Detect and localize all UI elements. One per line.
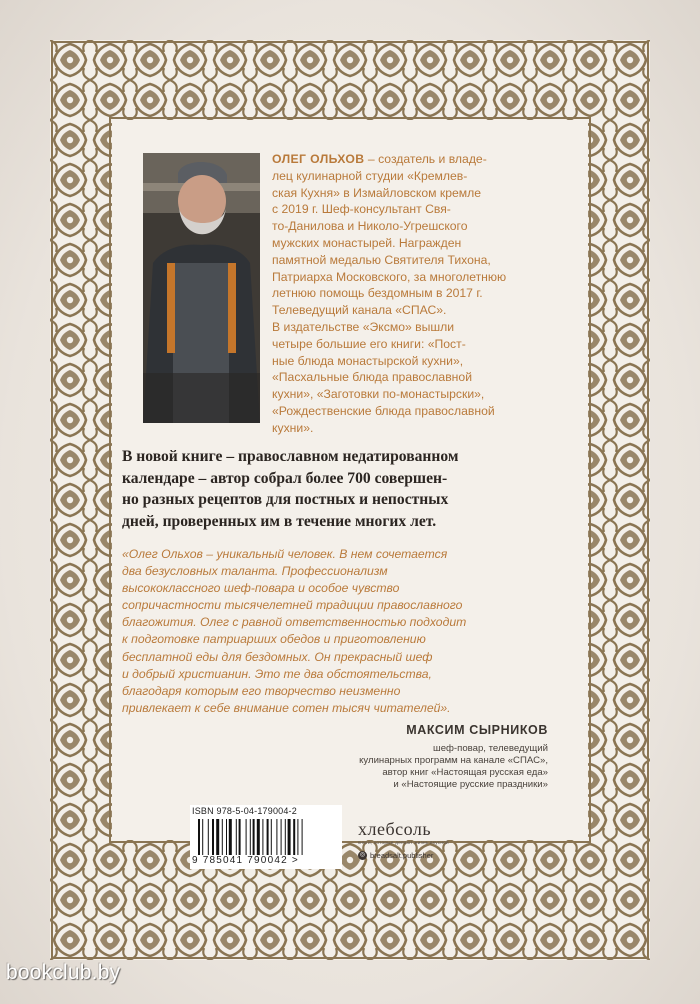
bio-line: ные блюда монастырской кухни», bbox=[272, 353, 464, 368]
quote-line: к подготовке патриарших обедов и приготовлению bbox=[122, 632, 426, 647]
bio-line: «Рождественские блюда православной bbox=[272, 403, 495, 418]
bio-line: то-Данилова и Николо-Угрешского bbox=[272, 219, 468, 234]
quote-line: привлекает к себе внимание сотен тысяч читателей». bbox=[122, 700, 451, 715]
bio-line: «Пасхальные блюда православной bbox=[272, 370, 472, 385]
chef-portrait-image bbox=[143, 153, 260, 423]
author-bio bbox=[272, 151, 562, 437]
description-line: но разных рецептов для постных и непостных bbox=[122, 491, 449, 508]
bio-line: Телеведущий канала «СПАС». bbox=[272, 303, 447, 318]
bio-line: Патриарха Московского, за многолетнюю bbox=[272, 269, 507, 284]
publisher-social bbox=[358, 850, 478, 862]
credential-line: и «Настоящие русские праздники» bbox=[393, 779, 548, 791]
social-handle: breadsalt.publisher bbox=[370, 851, 434, 860]
bio-line: В издательстве «Эксмо» вышли bbox=[272, 319, 455, 334]
author-photo bbox=[143, 153, 260, 423]
book-description bbox=[122, 446, 567, 532]
bio-line: мужских монастырей. Награжден bbox=[272, 235, 462, 250]
barcode-digits: 9 785041 790042 > bbox=[192, 855, 299, 866]
credential-line: автор книг «Настоящая русская еда» bbox=[382, 767, 548, 779]
description-line: календаре – автор собрал более 700 совершен- bbox=[122, 469, 448, 487]
watermark: bookclub.by bbox=[6, 961, 121, 984]
bio-line: летнюю помощь бездомным в 2017 г. bbox=[272, 286, 483, 301]
description-line: В новой книге – православном недатированном bbox=[122, 448, 459, 465]
quote-line: благожития. Олег с равной ответственностью подходит bbox=[122, 615, 467, 630]
bio-line: лец кулинарной студии «Кремлев- bbox=[272, 168, 468, 183]
bio-line: ская Кухня» в Измайловском кремле bbox=[272, 185, 482, 200]
bio-line-1 bbox=[272, 151, 562, 168]
bio-line: кухни». bbox=[272, 420, 314, 435]
bio-line: четыре большие его книги: «Пост- bbox=[272, 336, 466, 351]
publisher-tagline: книги, которые делают жизнь вкусной bbox=[358, 840, 449, 845]
credential-line: шеф-повар, телеведущий bbox=[433, 743, 548, 754]
reviewer-credentials bbox=[300, 743, 548, 791]
isbn-label: ISBN 978-5-04-179004-2 bbox=[192, 806, 297, 816]
bio-text: – создатель и владе- bbox=[364, 152, 487, 166]
description-line: дней, проверенных им в течение многих лет. bbox=[122, 512, 437, 530]
credential-line: кулинарных программ на канале «СПАС», bbox=[359, 755, 548, 767]
bio-line: кухни», «Заготовки по-монастырски», bbox=[272, 387, 485, 402]
review-quote bbox=[122, 546, 582, 717]
quote-line: сопричастности тысячелетней традиции православного bbox=[122, 598, 463, 613]
quote-line: «Олег Ольхов – уникальный человек. В нем сочетается bbox=[122, 547, 448, 561]
quote-line: бесплатной еды для бездомных. Он прекрасный шеф bbox=[122, 649, 433, 664]
publisher-logo: хлебсоль bbox=[358, 819, 432, 839]
bio-line: с 2019 г. Шеф-консультант Свя- bbox=[272, 202, 451, 217]
quote-line: и добрый христианин. Это те два обстоятельства, bbox=[122, 666, 432, 681]
quote-line: благодаря которым его творчество неизменно bbox=[122, 683, 401, 698]
quote-line: высококлассного шеф-повара и особое чувство bbox=[122, 581, 400, 596]
quote-line: два безусловных таланта. Профессионализм bbox=[122, 564, 388, 579]
bio-line: памятной медалью Святителя Тихона, bbox=[272, 252, 491, 267]
instagram-icon: ◎ bbox=[359, 852, 366, 858]
author-name: ОЛЕГ ОЛЬХОВ bbox=[272, 152, 365, 166]
reviewer-name: МАКСИМ СЫРНИКОВ bbox=[406, 723, 548, 737]
